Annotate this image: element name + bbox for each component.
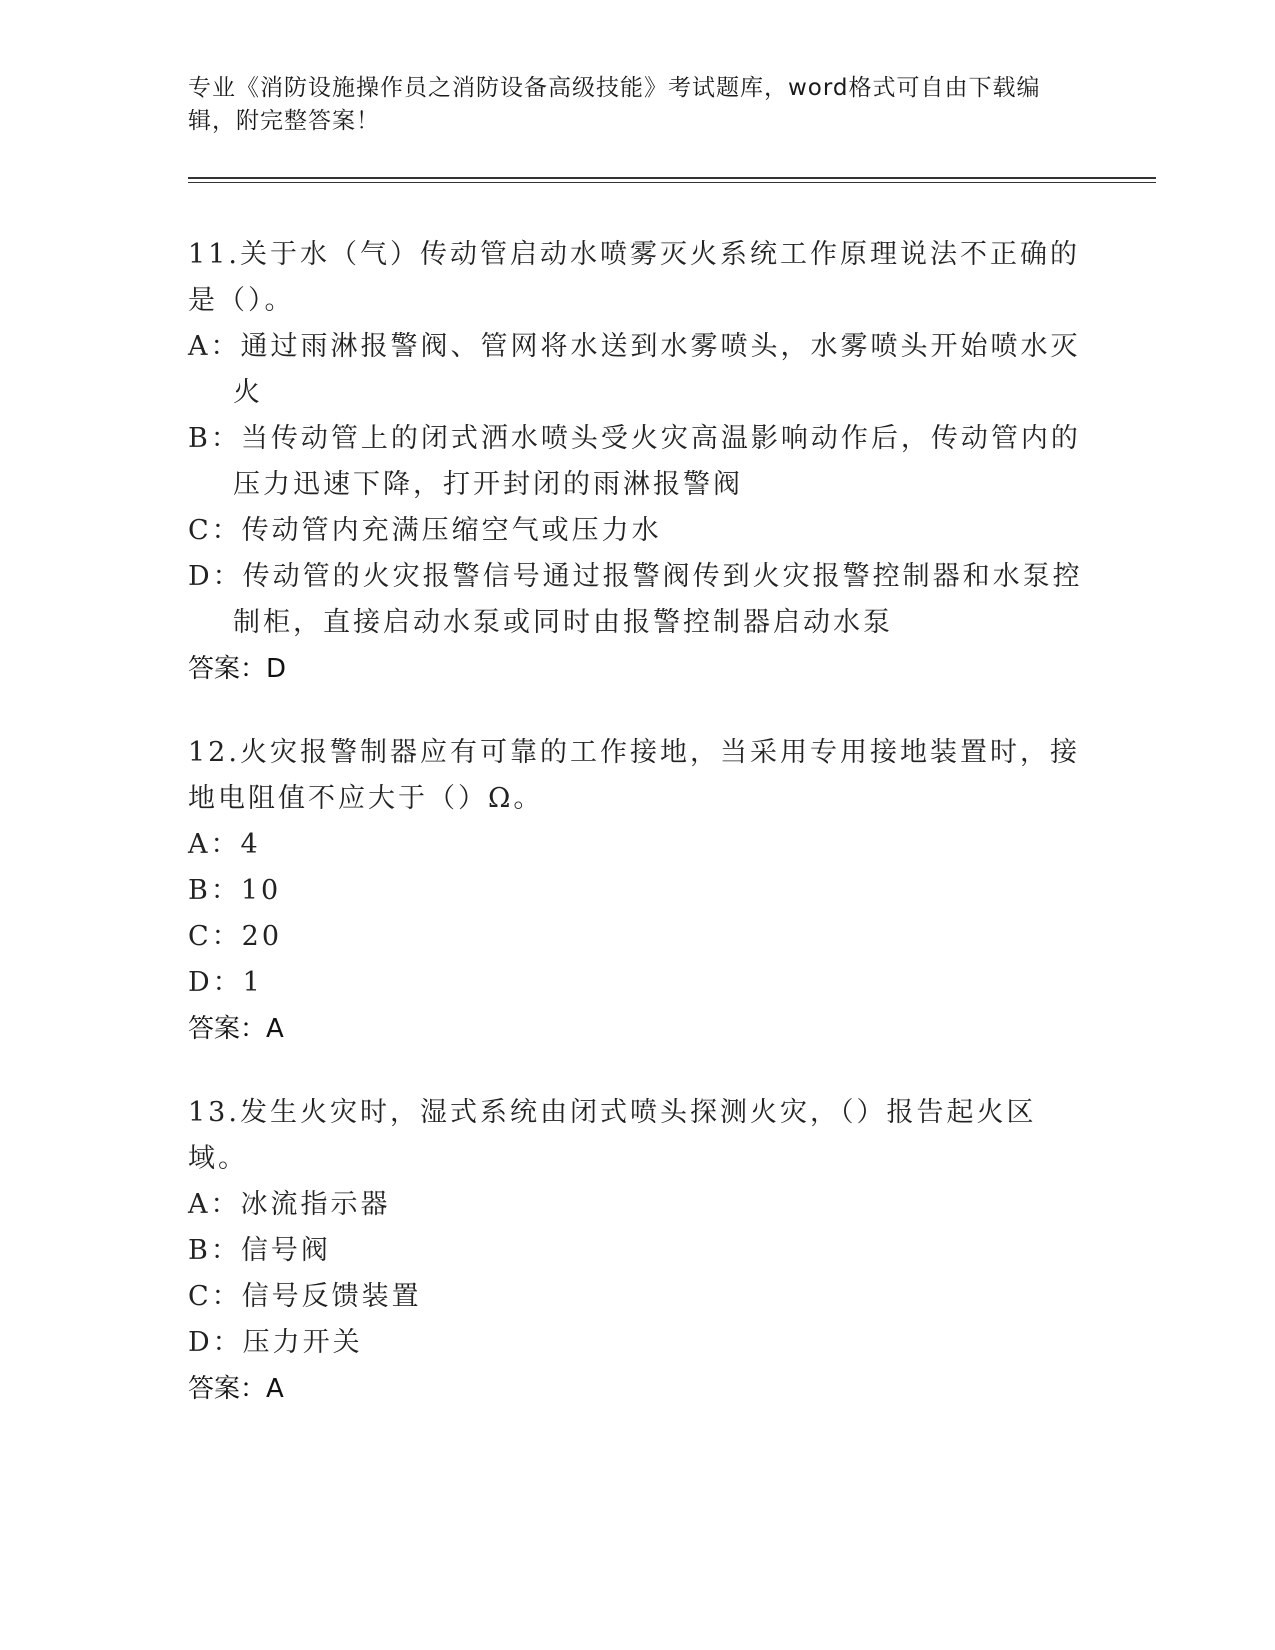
question-stem: 11.关于水（气）传动管启动水喷雾灭火系统工作原理说法不正确的是（）。 <box>188 239 1080 316</box>
option-b: B：当传动管上的闭式洒水喷头受火灾高温影响动作后，传动管内的压力迅速下降，打开封闭的雨淋报警阀 <box>188 423 1081 500</box>
option-d: D：传动管的火灾报警信号通过报警阀传到火灾报警控制器和水泵控制柜，直接启动水泵或同时由报警控制器启动水泵 <box>188 561 1083 638</box>
option-b: B：10 <box>188 875 282 906</box>
option-a: A：4 <box>188 829 261 860</box>
question-stem: 12.火灾报警制器应有可靠的工作接地，当采用专用接地装置时，接地电阻值不应大于（）Ω。 <box>188 737 1080 814</box>
option-b: B：信号阀 <box>188 1235 331 1266</box>
answer-label: 答案：A <box>188 1374 284 1404</box>
option-d: D：压力开关 <box>188 1327 363 1358</box>
question-stem: 13.发生火灾时，湿式系统由闭式喷头探测火灾，（）报告起火区域。 <box>188 1097 1037 1174</box>
question-list <box>188 232 1088 1450</box>
answer-label: 答案：D <box>188 654 287 684</box>
option-d: D：1 <box>188 967 263 998</box>
option-c: C：20 <box>188 921 283 952</box>
header-divider-top <box>188 177 1156 179</box>
question-13 <box>188 1090 1088 1412</box>
document-header: 专业《消防设施操作员之消防设备高级技能》考试题库，word格式可自由下载编辑，附完整答案！ <box>188 75 1041 134</box>
option-c: C：传动管内充满压缩空气或压力水 <box>188 515 662 546</box>
option-c: C：信号反馈装置 <box>188 1281 422 1312</box>
header-divider-bottom <box>188 182 1156 183</box>
question-12 <box>188 730 1088 1052</box>
answer-label: 答案：A <box>188 1014 284 1044</box>
option-a: A：冰流指示器 <box>188 1189 391 1220</box>
question-11 <box>188 232 1088 692</box>
option-a: A：通过雨淋报警阀、管网将水送到水雾喷头，水雾喷头开始喷水灭火 <box>188 331 1081 408</box>
